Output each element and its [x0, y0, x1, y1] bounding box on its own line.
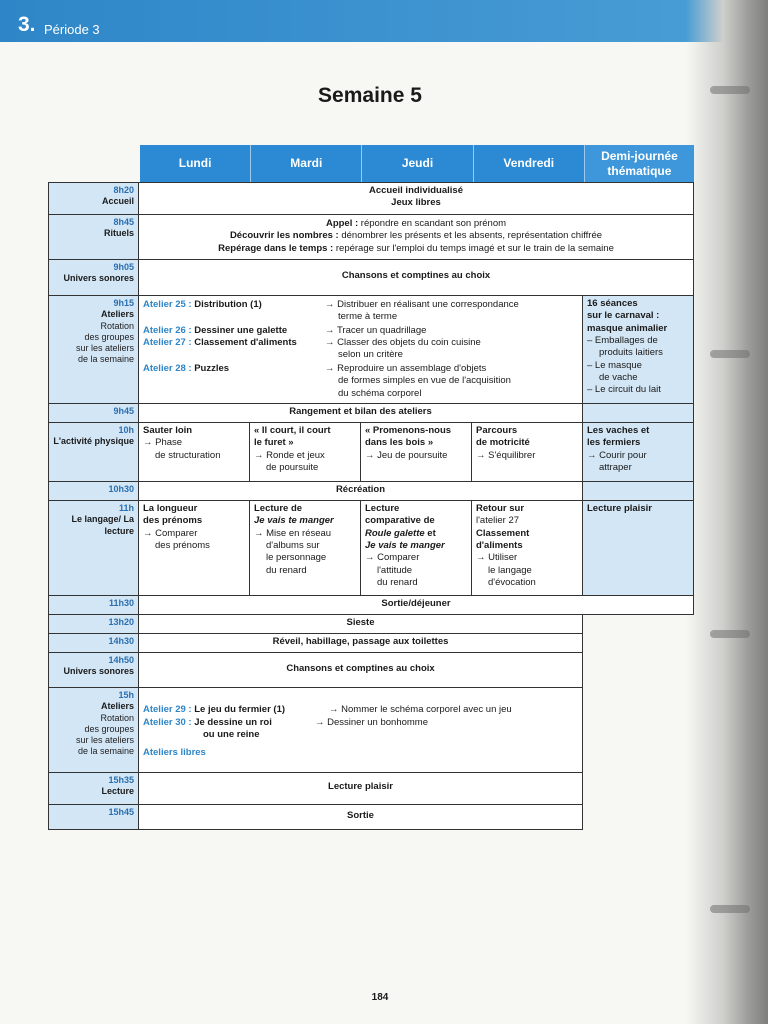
time-cell: [48, 615, 139, 633]
slot-label: Univers sonores: [63, 666, 134, 677]
lecture-content: Lecture plaisir: [139, 773, 583, 804]
binder-ring: [710, 350, 750, 358]
atelier-29-goal: → Nommer le schéma corporel avec un jeu: [329, 704, 512, 715]
sieste-content: Sieste: [139, 615, 583, 633]
page-title: Semaine 5: [318, 84, 422, 107]
time-cell: [48, 296, 139, 403]
day-header-row: [140, 145, 694, 182]
atelier-30: Atelier 30 : Je dessine un roi ou une reine: [143, 717, 272, 741]
time-cell: [48, 596, 139, 614]
time: 14h30: [108, 636, 134, 646]
time-cell: [48, 688, 139, 772]
demi-blank: [583, 482, 694, 500]
binder-ring: [710, 630, 750, 638]
rituel-text: répondre en scandant son prénom: [358, 218, 507, 229]
row-sortie: [48, 805, 583, 830]
slot-sub: Rotation: [100, 320, 134, 331]
period-number: 3.: [18, 13, 36, 36]
slot-sub: de la semaine: [77, 354, 134, 365]
time-cell: [48, 773, 139, 804]
row-lecture: [48, 773, 583, 805]
demi-ateliers: 16 séances sur le carnaval : masque animalier – Emballages de produits laitiers – Le masque de vache – Le circuit du lait: [583, 296, 694, 403]
col-lundi: Lundi: [140, 145, 251, 182]
activite-lundi: Sauter loin → Phase de structuration: [139, 423, 250, 481]
page-number: 184: [371, 992, 389, 1003]
atelier-28: Atelier 28 : Puzzles: [143, 363, 230, 374]
period-banner: [0, 0, 740, 42]
ateliers-content: [139, 296, 583, 403]
slot-label: Accueil: [101, 196, 134, 207]
rituel-key: Appel :: [325, 218, 359, 229]
slot-sub: sur les ateliers: [75, 343, 134, 353]
slot-sub: Rotation: [100, 712, 134, 723]
col-jeudi: Jeudi: [362, 145, 473, 182]
langage-jeudi: Lecture comparative de Roule galette et Je vais te manger → Comparer l'attitude du renard: [361, 501, 472, 595]
slot-label: Ateliers: [100, 309, 134, 320]
row-sortie-dejeuner: [48, 596, 694, 615]
row-recreation: [48, 482, 694, 501]
time-cell: [48, 183, 139, 214]
slot-label: L'activité physique: [53, 436, 134, 447]
slot-label: Lecture: [101, 786, 134, 797]
time-cell: [48, 404, 139, 422]
period-label: Période 3: [44, 22, 100, 37]
time-cell: [48, 653, 139, 687]
binder-ring: [710, 86, 750, 94]
recreation-content: Récréation: [139, 482, 583, 500]
slot-sub: des groupes: [84, 331, 134, 342]
atelier-29: Atelier 29 : Le jeu du fermier (1): [143, 704, 286, 715]
atelier-26-goal: → Tracer un quadrillage: [325, 325, 427, 336]
row-univers-sonores: [48, 260, 694, 296]
activite-mardi: « Il court, il court le furet » → Ronde et jeux de poursuite: [250, 423, 361, 481]
row-langage-lecture: [48, 501, 694, 596]
rituel-key: Repérage dans le temps :: [218, 242, 334, 254]
langage-mardi: Lecture de Je vais te manger → Mise en réseau d'albums sur le personnage du renard: [250, 501, 361, 595]
accueil-content: [139, 183, 694, 214]
time: 14h50: [108, 655, 134, 665]
atelier-25-goal: → Distribuer en réalisant une correspondance terme à terme: [325, 299, 519, 323]
atelier-30-goal: → Dessiner un bonhomme: [315, 717, 428, 728]
time: 10h: [118, 425, 134, 435]
rituel-text: dénombrer les présents et les absents, représentation chiffrée: [338, 230, 603, 242]
time-cell: [48, 423, 139, 481]
col-mardi: Mardi: [251, 145, 362, 182]
activite-jeudi: « Promenons-nous dans les bois » → Jeu de poursuite: [361, 423, 472, 481]
time: 8h20: [113, 185, 134, 195]
time-cell: [48, 634, 139, 652]
time: 13h20: [108, 617, 134, 627]
slot-sub: sur les ateliers: [75, 735, 134, 745]
rituel-text: repérage sur l'emploi du temps imagé et sur le train de la semaine: [333, 242, 614, 254]
langage-vendredi: Retour sur l'atelier 27 Classement d'aliments → Utiliser le langage d'évocation: [472, 501, 583, 595]
activite-demi: Les vaches et les fermiers → Courir pour attraper: [583, 423, 694, 481]
rangement-content: Rangement et bilan des ateliers: [139, 404, 583, 422]
row-sieste: [48, 615, 583, 634]
ateliers-libres: Ateliers libres: [143, 747, 206, 758]
time-cell: [48, 215, 139, 259]
time: 11h30: [108, 598, 134, 608]
time: 8h45: [113, 217, 134, 227]
row-activite-physique: [48, 423, 694, 482]
time: 9h15: [113, 298, 134, 308]
row-univers-sonores-2: [48, 653, 583, 688]
time-cell: [48, 260, 139, 295]
atelier-27-goal: → Classer des objets du coin cuisine selon un critère: [325, 337, 481, 361]
time: 11h: [118, 503, 134, 513]
slot-label: Le langage/ La lecture: [71, 514, 134, 536]
col-vendredi: Vendredi: [474, 145, 585, 182]
time: 15h45: [108, 807, 134, 817]
time-cell: [48, 501, 139, 595]
time: 9h05: [113, 262, 134, 272]
demi-blank: [583, 404, 694, 422]
row-reveil: [48, 634, 583, 653]
time-cell: [48, 482, 139, 500]
accueil-line: Jeux libres: [391, 197, 441, 209]
slot-sub: des groupes: [84, 723, 134, 734]
slot-label: Univers sonores: [63, 273, 134, 284]
rituels-content: [139, 215, 694, 259]
row-ateliers: [48, 296, 694, 404]
atelier-25: Atelier 25 : Distribution (1): [143, 299, 262, 310]
slot-label: Rituels: [103, 228, 134, 239]
atelier-26: Atelier 26 : Dessiner une galette: [143, 325, 288, 336]
sortie-dejeuner-content: Sortie/déjeuner: [139, 596, 694, 614]
accueil-line: Accueil individualisé: [369, 185, 463, 196]
row-rangement: [48, 404, 694, 423]
time: 10h30: [108, 484, 134, 494]
reveil-content: Réveil, habillage, passage aux toilettes: [139, 634, 583, 652]
time: 9h45: [113, 406, 134, 416]
slot-sub: de la semaine: [77, 746, 134, 757]
atelier-28-goal: → Reproduire un assemblage d'objets de formes simples en vue de l'acquisition du schéma corporel: [325, 363, 511, 399]
sortie-content: Sortie: [139, 805, 583, 829]
schedule-table: [48, 182, 694, 830]
binder-ring: [710, 905, 750, 913]
langage-demi: Lecture plaisir: [583, 501, 694, 595]
slot-label: Ateliers: [100, 701, 134, 712]
time: 15h: [118, 690, 134, 700]
univers-content: Chansons et comptines au choix: [139, 260, 694, 295]
time-cell: [48, 805, 139, 829]
univers-content: Chansons et comptines au choix: [139, 653, 583, 687]
langage-lundi: La longueur des prénoms → Comparer des prénoms: [139, 501, 250, 595]
binder-edge: [686, 0, 768, 1024]
row-rituels: [48, 215, 694, 260]
rituel-key: Découvrir les nombres :: [229, 230, 339, 242]
ateliers-2-content: [139, 688, 583, 772]
atelier-27: Atelier 27 : Classement d'aliments: [143, 337, 297, 348]
time: 15h35: [108, 775, 134, 785]
col-demi-journee: Demi-journée thématique: [585, 145, 694, 182]
activite-vendredi: Parcours de motricité → S'équilibrer: [472, 423, 583, 481]
row-accueil: [48, 182, 694, 215]
row-ateliers-2: [48, 688, 583, 773]
